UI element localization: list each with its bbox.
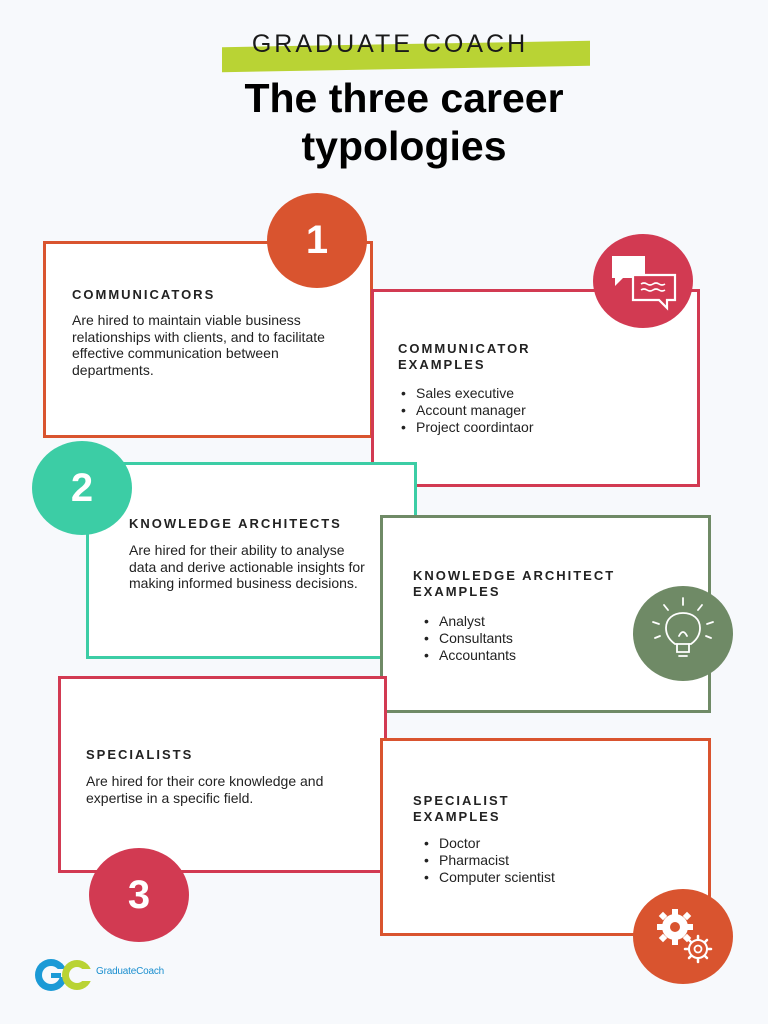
communicators-description: Are hired to maintain viable business relationships with clients, and to facilitate effective communication between departments. xyxy=(72,312,325,378)
examples-title-line-1: COMMUNICATOR xyxy=(398,341,531,356)
lightbulb-icon xyxy=(633,586,733,681)
number-2: 2 xyxy=(70,466,94,510)
number-1: 1 xyxy=(305,218,329,262)
number-badge-1 xyxy=(267,193,367,288)
header-label: GRADUATE COACH xyxy=(251,30,529,58)
list-item: • Project coordintaor xyxy=(401,419,534,436)
list-item: • Accountants xyxy=(424,647,516,664)
page-title-line-2: typologies xyxy=(301,123,507,169)
list-item: • Pharmacist xyxy=(424,852,555,869)
specialist-examples-list xyxy=(424,835,555,886)
list-item: • Doctor xyxy=(424,835,555,852)
chat-bubbles-icon xyxy=(593,234,693,328)
page-title xyxy=(104,74,704,170)
communicator-examples-list xyxy=(401,385,534,436)
list-item: • Sales executive xyxy=(401,385,534,402)
knowledge-architects-card xyxy=(86,462,417,659)
specialist-examples-title xyxy=(413,793,510,825)
knowledge-architects-title: KNOWLEDGE ARCHITECTS xyxy=(129,516,342,531)
examples-title-line-1: SPECIALIST xyxy=(413,793,510,808)
examples-title-line-1: KNOWLEDGE ARCHITECT xyxy=(413,568,616,583)
list-item: • Computer scientist xyxy=(424,869,555,886)
list-item: • Account manager xyxy=(401,402,534,419)
examples-title-line-2: EXAMPLES xyxy=(398,357,486,372)
specialists-title: SPECIALISTS xyxy=(86,747,194,762)
examples-title-line-2: EXAMPLES xyxy=(413,584,501,599)
list-item: • Analyst xyxy=(424,613,516,630)
knowledge-architects-description: Are hired for their ability to analyse data and derive actionable insights for making informed business decisions. xyxy=(129,542,365,591)
communicator-examples-title xyxy=(398,341,531,373)
number-badge-2 xyxy=(32,441,132,535)
logo-text: GraduateCoach xyxy=(96,966,165,977)
page-title-line-1: The three career xyxy=(244,75,564,121)
gears-icon xyxy=(633,889,733,984)
graduate-coach-logo xyxy=(33,956,99,994)
specialists-card xyxy=(58,676,387,873)
specialists-description: Are hired for their core knowledge and expertise in a specific field. xyxy=(86,773,324,806)
number-3: 3 xyxy=(127,873,151,917)
number-badge-3 xyxy=(89,848,189,942)
list-item: • Consultants xyxy=(424,630,516,647)
examples-title-line-2: EXAMPLES xyxy=(413,809,501,824)
knowledge-architect-examples-title xyxy=(413,568,615,600)
knowledge-architect-examples-list xyxy=(424,613,516,664)
communicators-title: COMMUNICATORS xyxy=(72,287,216,302)
